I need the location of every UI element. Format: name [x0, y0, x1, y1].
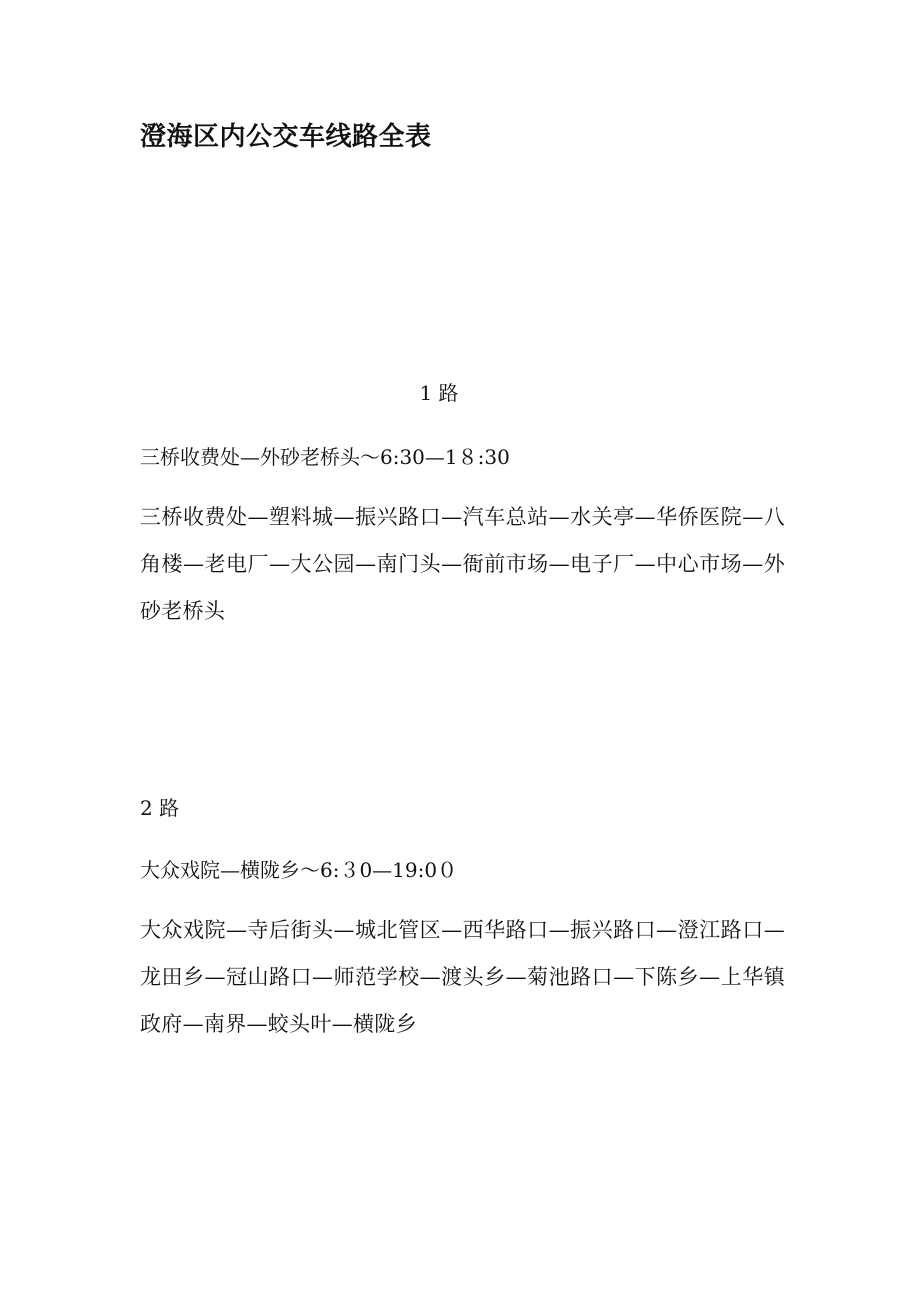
route-1-stops: 三桥收费处—塑料城—振兴路口—汽车总站—水关亭—华侨医院—八角楼—老电厂—大公园—南门头—衙前市场—电子厂—中心市场—外砂老桥头: [140, 505, 785, 623]
document-title: 澄海区内公交车线路全表: [140, 122, 432, 152]
route-1-schedule: 三桥收费处—外砂老桥头～6:30—1８:30: [140, 445, 510, 469]
route-1-label: 1 路: [419, 381, 459, 405]
route-2-label: 2 路: [140, 796, 180, 820]
route-2-stops: 大众戏院—寺后街头—城北管区—西华路口—振兴路口—澄江路口—龙田乡—冠山路口—师范学校—渡头乡—菊池路口—下陈乡—上华镇政府—南界—蛟头叶—横陇乡: [140, 918, 785, 1036]
route-2-schedule: 大众戏院—横陇乡～6:３0—19:0０: [140, 858, 458, 882]
